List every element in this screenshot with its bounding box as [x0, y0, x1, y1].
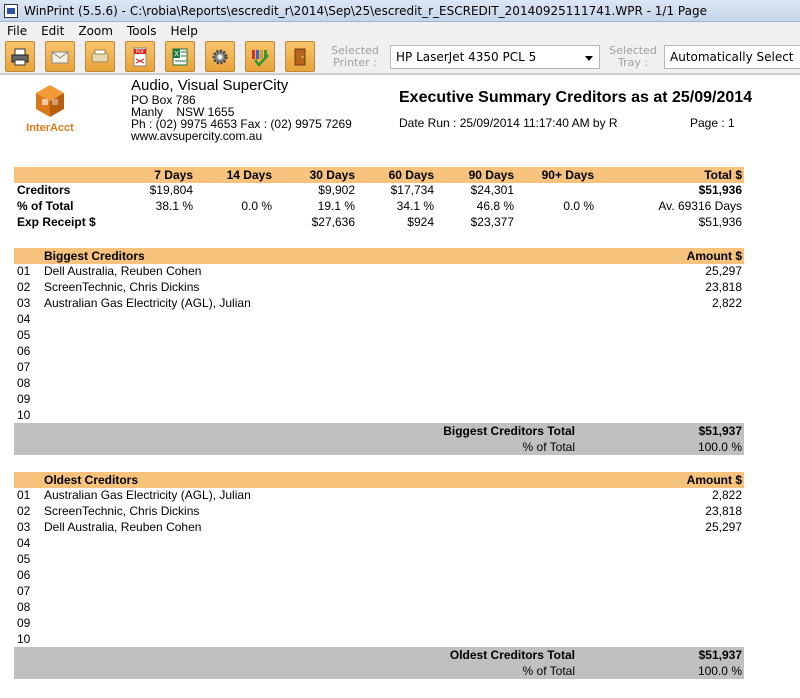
creditor-amount: 2,822 — [711, 488, 742, 502]
oldest-pct-label: % of Total — [522, 664, 575, 678]
menu-file[interactable]: File — [7, 24, 28, 38]
oldest-amount-header: Amount $ — [686, 473, 742, 487]
pct-7-days: 38.1 % — [155, 199, 193, 213]
chevron-down-icon — [585, 56, 593, 61]
average-days: Av. 69316 Days — [658, 199, 742, 213]
window-title: WinPrint (5.5.6) - C:\robia\Reports\escredit_r\2014\Sep\25\escredit_r_ESCREDIT_20140925111741.WPR - 1/1 Page — [24, 3, 707, 18]
row-label-exp-receipt: Exp Receipt $ — [17, 215, 96, 229]
pdf-icon — [130, 47, 150, 67]
toolbar — [0, 40, 800, 74]
title-bar — [0, 0, 800, 22]
logo-text: InterAcct — [26, 122, 74, 134]
exp-receipt-90-days: $23,377 — [470, 215, 514, 229]
exit-door-icon — [290, 47, 310, 67]
date-run: Date Run : 25/09/2014 11:17:40 AM by R — [399, 116, 618, 130]
print-button[interactable] — [5, 41, 35, 72]
creditor-amount: 23,818 — [705, 504, 742, 518]
row-number: 06 — [17, 568, 31, 582]
menu-zoom[interactable]: Zoom — [78, 24, 113, 38]
row-number: 02 — [17, 504, 31, 518]
creditor-amount: 25,297 — [705, 264, 742, 278]
creditors-7-days: $19,804 — [149, 183, 193, 197]
pdf-button[interactable] — [125, 41, 155, 72]
pct-30-days: 19.1 % — [317, 199, 355, 213]
creditor-name: Dell Australia, Reuben Cohen — [44, 264, 202, 278]
exp-receipt-total: $51,936 — [698, 215, 742, 229]
col-header-60-days: 60 Days — [388, 168, 434, 182]
creditors-30-days: $9,902 — [318, 183, 355, 197]
company-name: Audio, Visual SuperCity — [131, 77, 289, 94]
row-number: 03 — [17, 520, 31, 534]
company-address-1: PO Box 786 — [131, 93, 196, 107]
menu-edit[interactable]: Edit — [41, 24, 65, 38]
oldest-pct-value: 100.0 % — [697, 664, 742, 678]
col-header-90-days: 90 Days — [468, 168, 514, 182]
company-website: www.avsupercity.com.au — [131, 129, 263, 143]
row-number: 07 — [17, 360, 31, 374]
company-phone: Ph : (02) 9975 4653 Fax : (02) 9975 7269 — [131, 117, 352, 131]
row-number: 08 — [17, 600, 31, 614]
col-header-90-plus-days: 90+ Days — [541, 168, 594, 182]
checklist-icon — [250, 47, 270, 67]
creditor-amount: 2,822 — [711, 296, 742, 310]
excel-button[interactable] — [165, 41, 195, 72]
biggest-total-label: Biggest Creditors Total — [443, 424, 575, 438]
col-header-7-days: 7 Days — [154, 168, 193, 182]
interacct-logo — [20, 83, 80, 141]
email-button[interactable] — [45, 41, 75, 72]
pct-90-days: 46.8 % — [476, 199, 514, 213]
creditors-90-days: $24,301 — [470, 183, 514, 197]
exp-receipt-30-days: $27,636 — [311, 215, 355, 229]
row-number: 09 — [17, 616, 31, 630]
app-icon[interactable] — [4, 4, 18, 18]
row-number: 04 — [17, 536, 31, 550]
fax-button[interactable] — [85, 41, 115, 72]
row-label-creditors: Creditors — [17, 183, 71, 197]
col-header-14-days: 14 Days — [226, 168, 272, 182]
tray-select[interactable] — [664, 45, 800, 69]
exp-receipt-60-days: $924 — [407, 215, 434, 229]
printer-icon — [10, 47, 30, 67]
row-number: 01 — [17, 264, 31, 278]
tray-label: Selected Tray : — [609, 44, 657, 69]
row-number: 01 — [17, 488, 31, 502]
settings-button[interactable] — [205, 41, 235, 72]
biggest-pct-label: % of Total — [522, 440, 575, 454]
row-number: 02 — [17, 280, 31, 294]
settings-icon — [210, 47, 230, 67]
row-number: 10 — [17, 632, 31, 646]
biggest-creditors-title: Biggest Creditors — [44, 249, 145, 263]
col-header-30-days: 30 Days — [309, 168, 355, 182]
row-number: 06 — [17, 344, 31, 358]
biggest-amount-header: Amount $ — [686, 249, 742, 263]
oldest-total-label: Oldest Creditors Total — [449, 648, 575, 662]
row-number: 05 — [17, 328, 31, 342]
creditor-name: Australian Gas Electricity (AGL), Julian — [44, 296, 251, 310]
row-number: 07 — [17, 584, 31, 598]
row-number: 05 — [17, 552, 31, 566]
biggest-total-box — [14, 423, 744, 455]
svg-text:PDF: PDF — [135, 49, 145, 55]
creditor-amount: 25,297 — [705, 520, 742, 534]
row-number: 10 — [17, 408, 31, 422]
company-address-2: Manly NSW 1655 — [131, 105, 235, 119]
creditors-60-days: $17,734 — [390, 183, 434, 197]
oldest-total-box — [14, 647, 744, 679]
creditor-name: ScreenTechnic, Chris Dickins — [44, 280, 200, 294]
oldest-total-value: $51,937 — [698, 648, 742, 662]
fax-icon — [90, 47, 110, 67]
creditors-total: $51,936 — [698, 183, 742, 197]
pct-90-plus-days: 0.0 % — [563, 199, 594, 213]
row-number: 04 — [17, 312, 31, 326]
printer-label: Selected Printer : — [331, 44, 379, 69]
report-page — [0, 74, 800, 698]
svg-text:X: X — [174, 49, 179, 58]
oldest-creditors-title: Oldest Creditors — [44, 473, 139, 487]
creditor-amount: 23,818 — [705, 280, 742, 294]
page-number: Page : 1 — [690, 116, 735, 130]
menu-help[interactable]: Help — [170, 24, 198, 38]
printer-select-value: HP LaserJet 4350 PCL 5 — [396, 50, 537, 64]
excel-icon — [170, 47, 190, 67]
row-number: 09 — [17, 392, 31, 406]
menu-tools[interactable]: Tools — [126, 24, 157, 38]
creditor-name: Dell Australia, Reuben Cohen — [44, 520, 202, 534]
pct-14-days: 0.0 % — [241, 199, 272, 213]
biggest-pct-value: 100.0 % — [697, 440, 742, 454]
row-number: 08 — [17, 376, 31, 390]
exit-button[interactable] — [285, 41, 315, 72]
printer-select[interactable] — [390, 45, 600, 69]
pct-60-days: 34.1 % — [396, 199, 434, 213]
biggest-total-value: $51,937 — [698, 424, 742, 438]
menu-bar — [0, 22, 800, 40]
col-header-total: Total $ — [704, 168, 742, 182]
checklist-button[interactable] — [245, 41, 275, 72]
creditor-name: Australian Gas Electricity (AGL), Julian — [44, 488, 251, 502]
row-number: 03 — [17, 296, 31, 310]
report-title: Executive Summary Creditors as at 25/09/2014 — [399, 89, 753, 106]
creditor-name: ScreenTechnic, Chris Dickins — [44, 504, 200, 518]
tray-select-value: Automatically Select — [670, 50, 794, 64]
row-label-pct-total: % of Total — [17, 199, 74, 213]
email-icon — [50, 47, 70, 67]
